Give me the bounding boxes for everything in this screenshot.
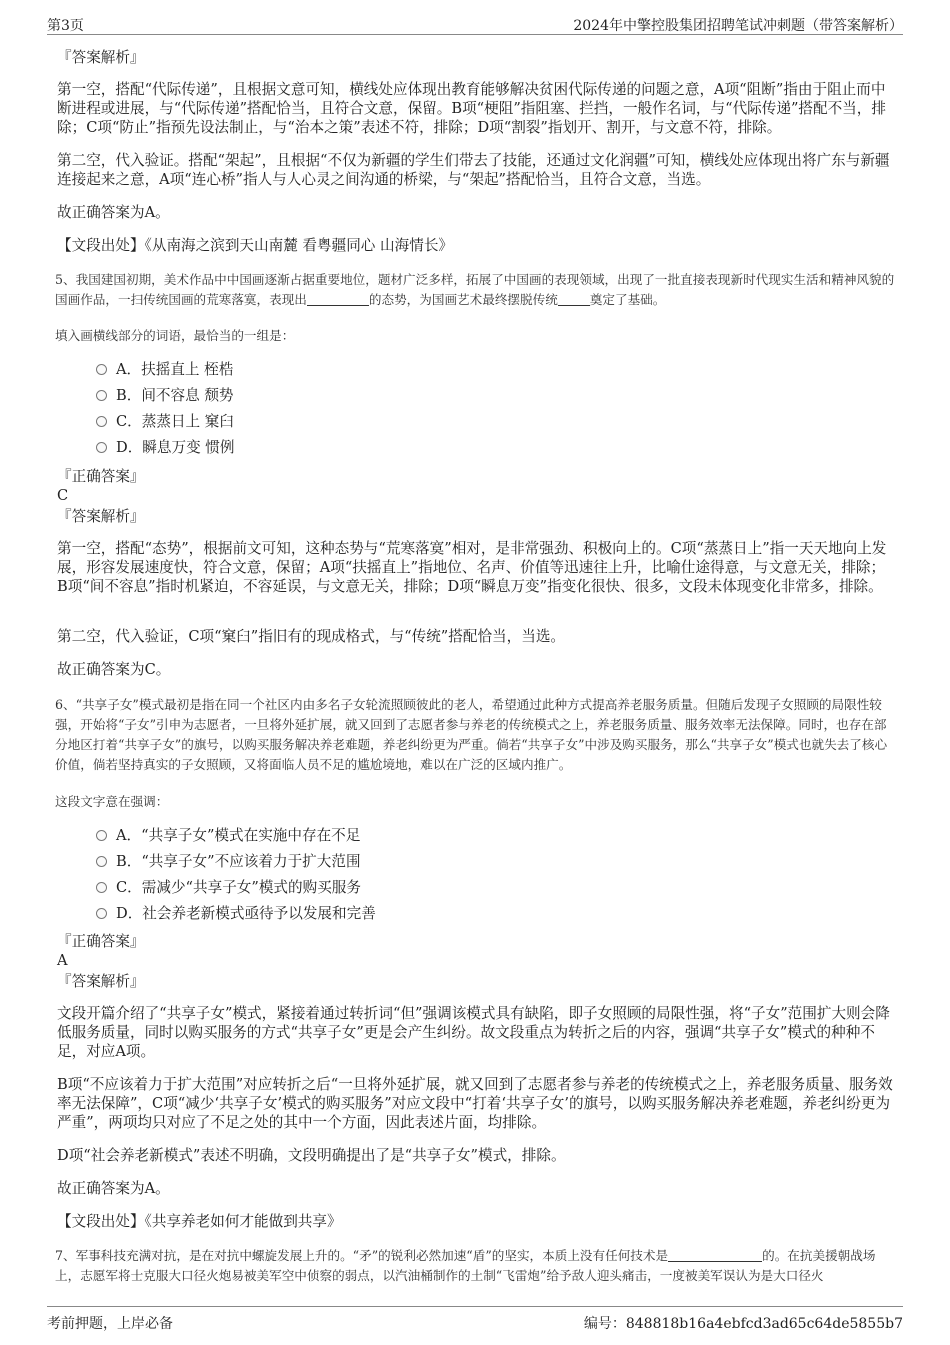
- q6-conclusion: 故正确答案为A。: [57, 1180, 170, 1197]
- q6-option-d[interactable]: [96, 904, 376, 924]
- q5-stem: [55, 270, 897, 310]
- radio-icon[interactable]: [96, 908, 107, 919]
- q4-analysis-paragraph-2: 第二空，代入验证。搭配“架起”，且根据“不仅为新疆的学生们带去了技能，还通过文化润疆”可知，横线处应体现出将广东与新疆连接起来之意，A项“连心桥”指人与人心灵之间沟通的桥梁，与“架起”搭配恰当，且符合文意，当选。: [57, 152, 890, 188]
- q6-option-b-label: B．“共享子女”不应该着力于扩大范围: [116, 853, 361, 870]
- q7-stem: [55, 1246, 897, 1286]
- q7-stem-part-2: 的。在抗美援朝战场上，志愿军将士克服大口径火炮易被美军空中侦察的弱点，以汽油桶制作的土制“飞雷炮”给予敌人迎头痛击，一度被美军误认为是大口径火: [55, 1248, 876, 1283]
- q4-analysis-paragraph-1: 第一空，搭配“代际传递”，且根据文意可知，横线处应体现出教育能够解决贫困代际传递的问题之意，A项“阻断”指由于阻止而中断进程或进展，与“代际传递”搭配恰当，且符合文意，保留。B项“梗阻”指阻塞、拦挡，一般作名词，与“代际传递”搭配不当，排除；C项“防止”指预先设法制止，与“治本之策”表述不符，排除；D项“割裂”指划开、割开，与文意不符，排除。: [57, 81, 886, 136]
- q6-correct-answer: A: [57, 952, 68, 969]
- footer-divider: [47, 1306, 903, 1307]
- q5-blank-2: [558, 293, 590, 306]
- q4-conclusion: 故正确答案为A。: [57, 204, 170, 221]
- q6-option-a-label: A．“共享子女”模式在实施中存在不足: [116, 827, 361, 844]
- q6-option-c-label: C．需减少“共享子女”模式的购买服务: [116, 879, 361, 896]
- q5-option-d-label: D．瞬息万变 惯例: [116, 439, 235, 456]
- q5-correct-label: 『正确答案』: [57, 468, 145, 485]
- radio-icon[interactable]: [96, 856, 107, 867]
- q6-analysis-paragraph-1: 文段开篇介绍了“共享子女”模式，紧接着通过转折词“但”强调该模式具有缺陷，即子女照顾的局限性强，将“子女”范围扩大则会降低服务质量，同时以购买服务的方式“共享子女”更是会产生纠纷。故文段重点为转折之后的内容，强调“共享子女”模式的种种不足，对应A项。: [57, 1005, 890, 1060]
- q6-option-a[interactable]: [96, 826, 360, 846]
- q6-option-c[interactable]: [96, 878, 361, 898]
- q5-analysis-paragraph-2: 第二空，代入验证，C项“窠臼”指旧有的现成格式，与“传统”搭配恰当，当选。: [57, 628, 566, 645]
- q5-analysis-label: 『答案解析』: [57, 508, 145, 525]
- q4-analysis-label: 『答案解析』: [57, 49, 145, 66]
- q4-source: 【文段出处】《从南海之滨到天山南麓 看粤疆同心 山海情长》: [57, 237, 454, 254]
- q5-stem-part-2: 的态势，为国画艺术最终摆脱传统: [368, 292, 558, 307]
- radio-icon[interactable]: [96, 882, 107, 893]
- footer-code: 编号：848818b16a4ebfcd3ad65c64de5855b7: [583, 1316, 903, 1332]
- q5-option-b-label: B．间不容息 颓势: [116, 387, 234, 404]
- q7-blank-1: [668, 1249, 762, 1262]
- q6-correct-label: 『正确答案』: [57, 933, 145, 950]
- radio-icon[interactable]: [96, 390, 107, 401]
- q6-analysis-paragraph-3: D项“社会养老新模式”表述不明确，文段明确提出了是“共享子女”模式，排除。: [57, 1147, 566, 1164]
- radio-icon[interactable]: [96, 364, 107, 375]
- q6-prompt: 这段文字意在强调：: [55, 794, 169, 809]
- q6-option-d-label: D．社会养老新模式亟待予以发展和完善: [116, 905, 376, 922]
- q5-option-c-label: C．蒸蒸日上 窠臼: [116, 413, 234, 430]
- page-number: 第3页: [47, 18, 84, 34]
- q6-stem: 6、“共享子女”模式最初是指在同一个社区内由多名子女轮流照顾彼此的老人，希望通过此种方式提高养老服务质量。但随后发现子女照顾的局限性较强，开始将“子女”引申为志愿者，一旦将外延扩展，就又回到了志愿者参与养老的传统模式之上，养老服务质量、服务效率无法保障。同时，也存在部分地区打着“共享子女”的旗号，以购买服务解决养老难题，养老纠纷更为严重。倘若“共享子女”中涉及购买服务，那么“共享子女”模式也就失去了核心价值，倘若坚持真实的子女照顾，又将面临人员不足的尴尬境地，难以在广泛的区域内推广。: [55, 697, 888, 772]
- q5-option-a-label: A．扶摇直上 桎梏: [116, 361, 234, 378]
- q5-correct-answer: C: [57, 487, 69, 504]
- q5-stem-part-1: 5、我国建国初期，美术作品中中国画逐渐占据重要地位，题材广泛多样，拓展了中国画的表现领域，出现了一批直接表现新时代现实生活和精神风貌的国画作品，一扫传统国画的荒寒落寞，表现出: [55, 272, 895, 307]
- q5-prompt: 填入画横线部分的词语，最恰当的一组是：: [55, 328, 295, 343]
- q5-option-a[interactable]: [96, 360, 233, 380]
- radio-icon[interactable]: [96, 416, 107, 427]
- q6-option-b[interactable]: [96, 852, 361, 872]
- q5-analysis-paragraph-1: 第一空，搭配“态势”，根据前文可知，这种态势与“荒寒落寞”相对，是非常强劲、积极向上的。C项“蒸蒸日上”指一天天地向上发展，形容发展速度快，符合文意，保留；A项“扶摇直上”指地位、名声、价值等迅速往上升，比喻仕途得意，与文意无关，排除；B项“间不容息”指时机紧迫，不容延误，与文意无关，排除；D项“瞬息万变”指变化很快、很多，文段未体现变化非常多，排除。: [57, 540, 887, 595]
- q5-option-d[interactable]: [96, 438, 235, 458]
- q5-stem-part-3: 奠定了基础。: [589, 292, 666, 307]
- q5-option-c[interactable]: [96, 412, 234, 432]
- footer-slogan: 考前押题，上岸必备: [47, 1316, 173, 1332]
- q7-stem-part-1: 7、军事科技充满对抗，是在对抗中螺旋发展上升的。“矛”的锐利必然加速“盾”的坚实，本质上没有任何技术是: [55, 1248, 669, 1263]
- header-divider: [47, 34, 903, 35]
- q5-blank-1: [307, 293, 369, 306]
- q5-conclusion: 故正确答案为C。: [57, 661, 171, 678]
- q5-option-b[interactable]: [96, 386, 234, 406]
- q6-source: 【文段出处】《共享养老如何才能做到共享》: [57, 1213, 342, 1230]
- q6-analysis-paragraph-2: B项“不应该着力于扩大范围”对应转折之后“一旦将外延扩展，就又回到了志愿者参与养老的传统模式之上，养老服务质量、服务效率无法保障”，C项“减少‘共享子女’模式的购买服务”对应文段中“打着‘共享子女’的旗号，以购买服务解决养老难题，养老纠纷更为严重”，两项均只对应了不足之处的其中一个方面，因此表述片面，均排除。: [57, 1076, 893, 1131]
- q6-analysis-label: 『答案解析』: [57, 973, 145, 990]
- radio-icon[interactable]: [96, 830, 107, 841]
- document-title: 2024年中擎控股集团招聘笔试冲刺题（带答案解析）: [573, 18, 903, 34]
- radio-icon[interactable]: [96, 442, 107, 453]
